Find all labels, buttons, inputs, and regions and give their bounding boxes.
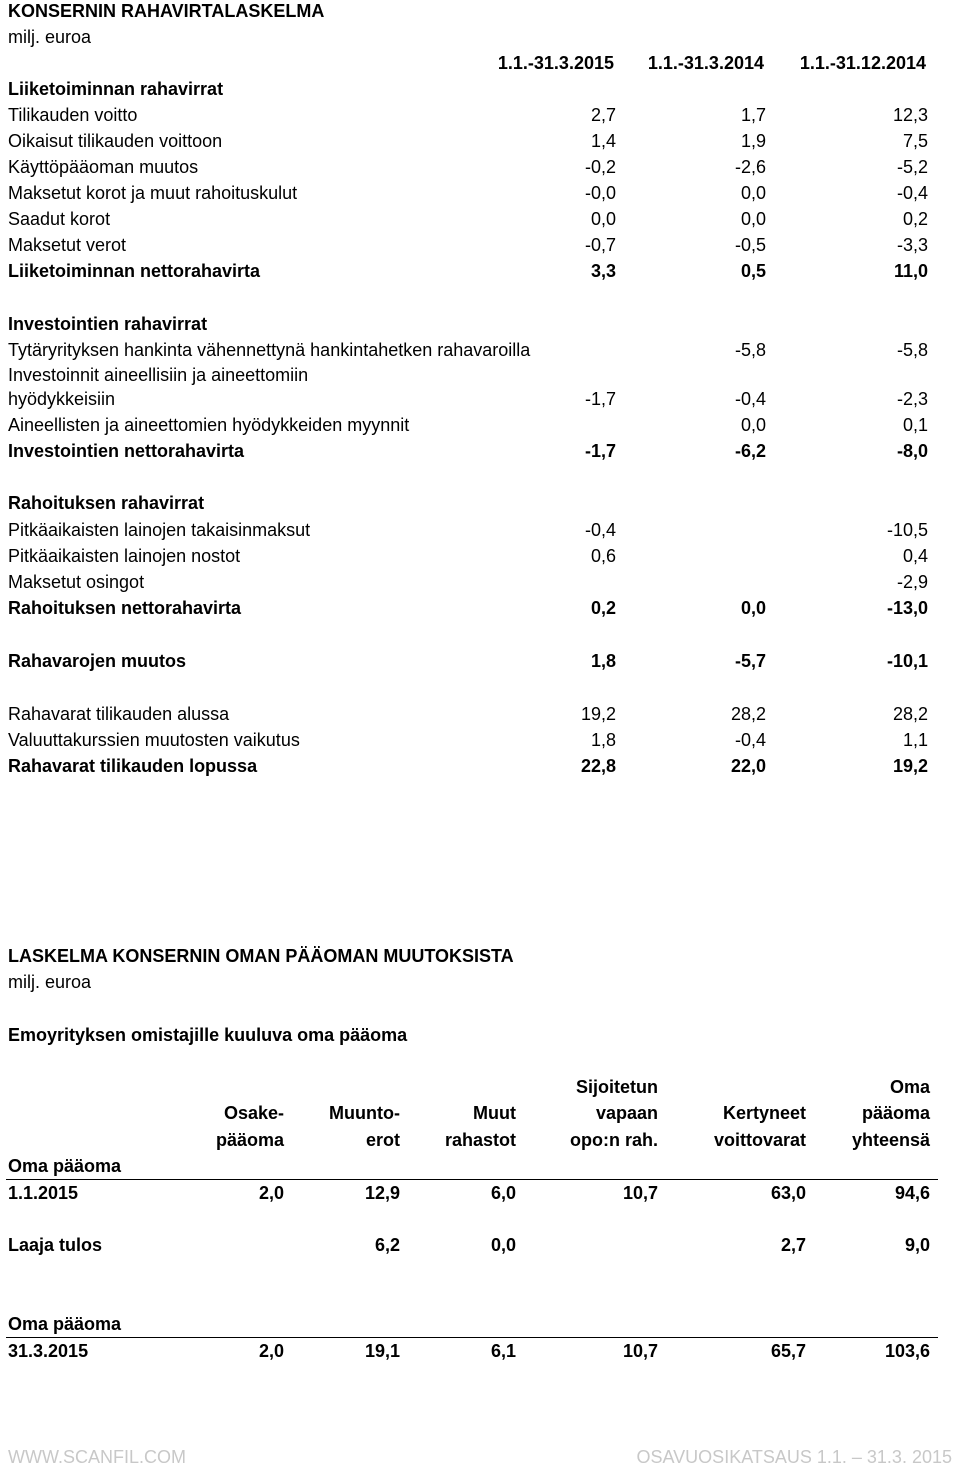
value-fy-2014: 19,2	[892, 756, 928, 776]
footer-website: WWW.SCANFIL.COM	[8, 1447, 186, 1467]
column-header-q1-2014: 1.1.-31.3.2014	[647, 53, 764, 73]
value-q1-2015: 0,0	[590, 209, 616, 229]
row-label: Maksetut verot	[8, 235, 127, 255]
value-q1-2015: 1,8	[590, 651, 616, 671]
value-q1-2015: 19,2	[580, 704, 616, 724]
equity-section-label: Oma pääoma	[8, 1314, 122, 1334]
row-label: Pitkäaikaisten lainojen nostot	[8, 546, 241, 566]
row-label: Tytäryrityksen hankinta vähennettynä hankintahetken rahavaroilla	[8, 340, 531, 360]
row-label-continued: hyödykkeisiin	[8, 389, 116, 409]
value-other-reserves: 6,0	[490, 1183, 516, 1203]
value-share-capital: 2,0	[258, 1341, 284, 1361]
cashflow-unit: milj. euroa	[8, 27, 92, 47]
value-fy-2014: 11,0	[893, 261, 928, 281]
value-fy-2014: -0,4	[896, 183, 928, 203]
equity-title: LASKELMA KONSERNIN OMAN PÄÄOMAN MUUTOKSISTA	[8, 946, 514, 966]
row-label: 1.1.2015	[8, 1183, 79, 1203]
value-q1-2014: -0,4	[734, 730, 766, 750]
value-fy-2014: -2,3	[896, 389, 928, 409]
row-label: Valuuttakurssien muutosten vaikutus	[8, 730, 300, 750]
header-line: Oma	[889, 1077, 930, 1097]
value-q1-2015: 2,7	[590, 105, 616, 125]
row-label: Investoinnit aineellisiin ja aineettomiin	[8, 365, 309, 385]
row-label: Pitkäaikaisten lainojen takaisinmaksut	[8, 520, 311, 540]
total-label: Rahoituksen nettorahavirta	[8, 598, 242, 618]
value-q1-2015: 1,8	[590, 730, 616, 750]
value-q1-2015: -0,4	[584, 520, 616, 540]
value-q1-2014: 0,0	[740, 209, 766, 229]
value-q1-2014: 0,5	[740, 261, 766, 281]
value-other-reserves: 6,1	[490, 1341, 516, 1361]
value-q1-2014: -5,7	[734, 651, 766, 671]
value-translation-diff: 12,9	[364, 1183, 400, 1203]
value-fy-2014: 0,1	[902, 415, 928, 435]
section-heading-investing: Investointien rahavirrat	[8, 314, 208, 334]
value-q1-2014: 0,0	[740, 183, 766, 203]
value-q1-2014: 22,0	[730, 756, 766, 776]
value-fy-2014: 0,2	[902, 209, 928, 229]
value-invested-equity: 10,7	[622, 1341, 658, 1361]
value-q1-2015: 0,6	[590, 546, 616, 566]
row-label: Oikaisut tilikauden voittoon	[8, 131, 223, 151]
value-fy-2014: -8,0	[896, 441, 928, 461]
value-share-capital: 2,0	[258, 1183, 284, 1203]
row-label: Tilikauden voitto	[8, 105, 138, 125]
value-fy-2014: -10,1	[886, 651, 928, 671]
value-fy-2014: -5,2	[896, 157, 928, 177]
row-label: Laaja tulos	[8, 1235, 103, 1255]
row-label: Aineellisten ja aineettomien hyödykkeiden myynnit	[8, 415, 410, 435]
header-line: rahastot	[444, 1130, 516, 1150]
header-line: Osake-	[223, 1103, 284, 1123]
value-q1-2014: 28,2	[730, 704, 766, 724]
value-q1-2014: -0,5	[734, 235, 766, 255]
total-label: Rahavarojen muutos	[8, 651, 187, 671]
header-line: Sijoitetun	[576, 1077, 658, 1097]
value-q1-2015: -0,2	[584, 157, 616, 177]
value-q1-2015: 1,4	[590, 131, 616, 151]
value-q1-2015: 22,8	[580, 756, 616, 776]
value-translation-diff: 19,1	[364, 1341, 400, 1361]
value-q1-2015: -1,7	[584, 441, 616, 461]
row-label: Saadut korot	[8, 209, 111, 229]
value-fy-2014: 12,3	[892, 105, 928, 125]
value-fy-2014: 1,1	[902, 730, 928, 750]
value-q1-2015: -1,7	[584, 389, 616, 409]
value-q1-2015: -0,7	[584, 235, 616, 255]
value-fy-2014: 28,2	[892, 704, 928, 724]
value-q1-2015: 0,2	[590, 598, 616, 618]
row-label: Maksetut korot ja muut rahoituskulut	[8, 183, 298, 203]
header-line: Kertyneet	[722, 1103, 806, 1123]
equity-unit: milj. euroa	[8, 972, 92, 992]
value-retained-earnings: 63,0	[770, 1183, 806, 1203]
value-q1-2014: -6,2	[734, 441, 766, 461]
header-line: Muunto-	[329, 1103, 400, 1123]
value-retained-earnings: 65,7	[770, 1341, 806, 1361]
value-total-equity: 9,0	[904, 1235, 930, 1255]
header-line: yhteensä	[851, 1130, 930, 1150]
value-q1-2014: -2,6	[734, 157, 766, 177]
total-label: Rahavarat tilikauden lopussa	[8, 756, 258, 776]
row-label: Rahavarat tilikauden alussa	[8, 704, 230, 724]
section-heading-operating: Liiketoiminnan rahavirrat	[8, 79, 224, 99]
value-fy-2014: -13,0	[886, 598, 928, 618]
column-header-q1-2015: 1.1.-31.3.2015	[497, 53, 614, 73]
header-line: vapaan	[595, 1103, 658, 1123]
value-retained-earnings: 2,7	[780, 1235, 806, 1255]
value-fy-2014: 0,4	[902, 546, 928, 566]
column-header-fy-2014: 1.1.-31.12.2014	[799, 53, 926, 73]
header-line: Muut	[473, 1103, 516, 1123]
header-line: opo:n rah.	[570, 1130, 658, 1150]
divider	[6, 1337, 938, 1338]
row-label: Maksetut osingot	[8, 572, 145, 592]
value-q1-2014: -5,8	[734, 340, 766, 360]
value-invested-equity: 10,7	[622, 1183, 658, 1203]
cashflow-title: KONSERNIN RAHAVIRTALASKELMA	[8, 1, 325, 21]
divider	[6, 1179, 938, 1180]
value-q1-2015: 3,3	[590, 261, 616, 281]
equity-subtitle: Emoyrityksen omistajille kuuluva oma pääoma	[8, 1025, 408, 1045]
value-fy-2014: -5,8	[896, 340, 928, 360]
total-label: Investointien nettorahavirta	[8, 441, 245, 461]
equity-section-label: Oma pääoma	[8, 1156, 122, 1176]
value-q1-2014: -0,4	[734, 389, 766, 409]
value-q1-2014: 0,0	[740, 415, 766, 435]
header-line: pääoma	[215, 1130, 284, 1150]
row-label: Käyttöpääoman muutos	[8, 157, 199, 177]
row-label: 31.3.2015	[8, 1341, 89, 1361]
value-total-equity: 94,6	[894, 1183, 930, 1203]
value-q1-2014: 1,7	[740, 105, 766, 125]
value-q1-2014: 1,9	[740, 131, 766, 151]
value-fy-2014: -3,3	[896, 235, 928, 255]
header-line: pääoma	[861, 1103, 930, 1123]
value-q1-2014: 0,0	[740, 598, 766, 618]
value-q1-2015: -0,0	[584, 183, 616, 203]
total-label: Liiketoiminnan nettorahavirta	[8, 261, 261, 281]
footer-report-title: OSAVUOSIKATSAUS 1.1. – 31.3. 2015	[636, 1447, 952, 1467]
value-other-reserves: 0,0	[490, 1235, 516, 1255]
header-line: erot	[365, 1130, 400, 1150]
section-heading-financing: Rahoituksen rahavirrat	[8, 493, 205, 513]
value-fy-2014: -2,9	[896, 572, 928, 592]
header-line: voittovarat	[713, 1130, 806, 1150]
value-total-equity: 103,6	[884, 1341, 930, 1361]
value-fy-2014: -10,5	[886, 520, 928, 540]
value-fy-2014: 7,5	[902, 131, 928, 151]
value-translation-diff: 6,2	[374, 1235, 400, 1255]
